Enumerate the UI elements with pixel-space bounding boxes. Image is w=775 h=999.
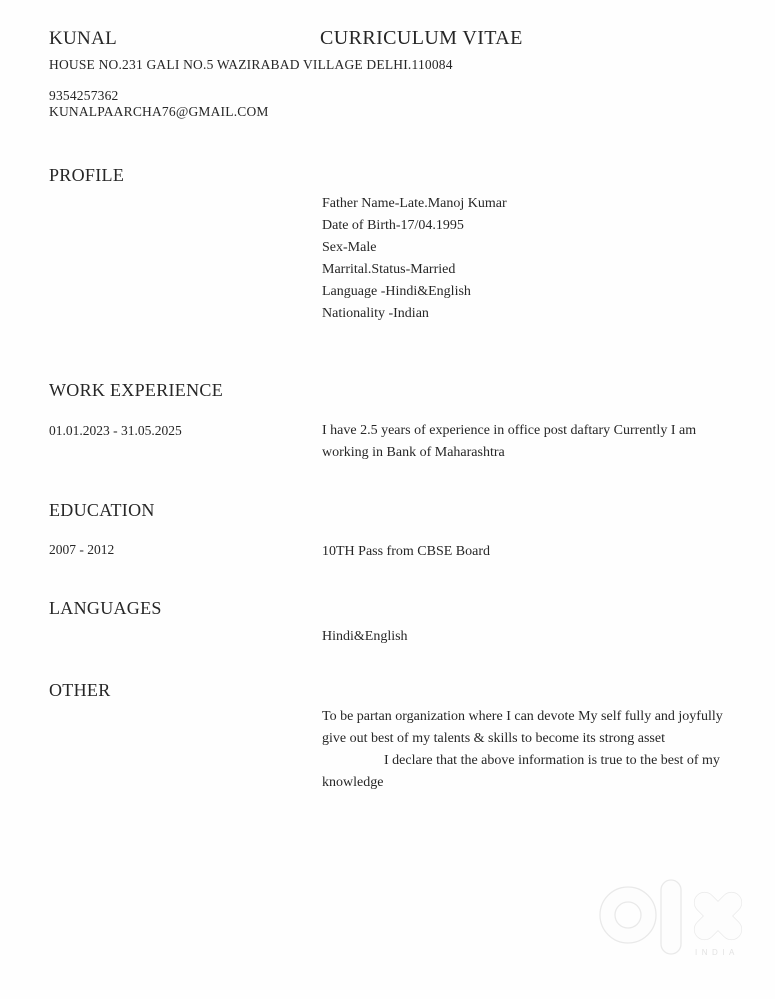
work-experience-date-range: 01.01.2023 - 31.05.2025 bbox=[49, 423, 182, 438]
olx-india-label: INDIA bbox=[695, 948, 739, 957]
olx-x-icon bbox=[690, 888, 745, 943]
profile-detail-date-of-birth: Date of Birth-17/04.1995 bbox=[322, 218, 464, 233]
olx-india-watermark-logo bbox=[583, 862, 753, 962]
olx-o-icon bbox=[600, 887, 656, 943]
declaration-paragraph: I declare that the above information is true to the best of my knowledge bbox=[322, 753, 720, 790]
education-heading: EDUCATION bbox=[49, 500, 155, 520]
languages-value: Hindi&English bbox=[322, 629, 408, 644]
work-experience-heading: WORK EXPERIENCE bbox=[49, 380, 223, 400]
profile-detail-sex: Sex-Male bbox=[322, 240, 377, 255]
email-address: KUNALPAARCHA76@GMAIL.COM bbox=[49, 104, 269, 119]
education-description: 10TH Pass from CBSE Board bbox=[322, 544, 490, 559]
profile-detail-language: Language -Hindi&English bbox=[322, 284, 471, 299]
languages-heading: LANGUAGES bbox=[49, 598, 162, 618]
profile-heading: PROFILE bbox=[49, 165, 125, 185]
other-heading: OTHER bbox=[49, 680, 111, 700]
work-experience-description: I have 2.5 years of experience in office post daftary Currently I am working in Bank of Maharashtra bbox=[322, 423, 697, 460]
profile-details bbox=[322, 193, 507, 325]
profile-detail-nationality: Nationality -Indian bbox=[322, 306, 429, 321]
olx-bar-icon bbox=[661, 880, 681, 954]
education-date-range: 2007 - 2012 bbox=[49, 542, 115, 557]
profile-detail-marital-status: Marrital.Status-Married bbox=[322, 262, 456, 277]
other-text-block bbox=[322, 706, 728, 794]
document-title: CURRICULUM VITAE bbox=[320, 27, 523, 49]
contact-block bbox=[49, 88, 269, 120]
candidate-name: KUNAL bbox=[49, 28, 117, 49]
phone-number: 9354257362 bbox=[49, 88, 119, 103]
objective-paragraph: To be partan organization where I can devote My self fully and joyfully give out best of my talents & skills to become its strong asset bbox=[322, 709, 723, 746]
address-line: HOUSE NO.231 GALI NO.5 WAZIRABAD VILLAGE DELHI.110084 bbox=[49, 57, 453, 72]
profile-detail-father-name: Father Name-Late.Manoj Kumar bbox=[322, 196, 507, 211]
